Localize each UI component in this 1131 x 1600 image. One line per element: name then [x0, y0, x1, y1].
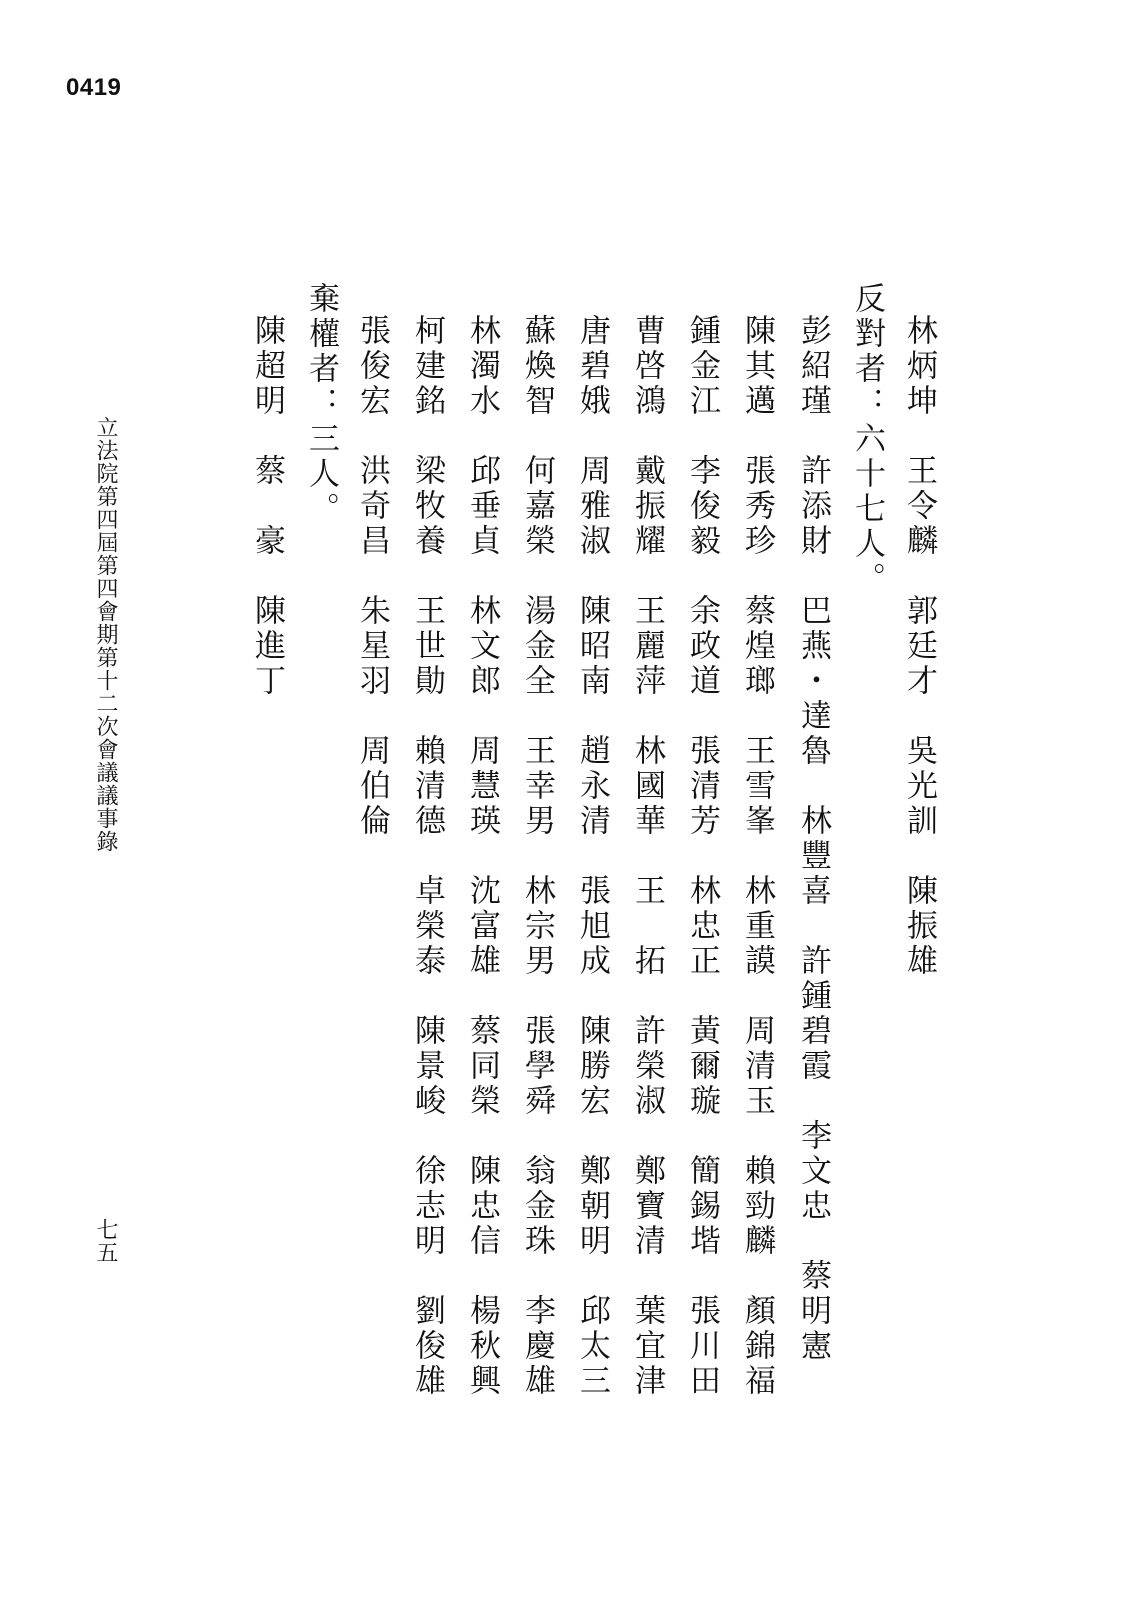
text-column: 林炳坤 王令麟 郭廷才 吳光訓 陳振雄: [901, 314, 937, 979]
text-column: 林濁水 邱垂貞 林文郎 周慧瑛 沈富雄 蔡同榮 陳忠信 楊秋興: [464, 314, 500, 1399]
text-column: 彭紹瑾 許添財 巴燕・達魯 林豐喜 許鍾碧霞 李文忠 蔡明憲: [795, 314, 831, 1364]
page-number: 0419: [66, 74, 122, 101]
text-column: 曹啓鴻 戴振耀 王麗萍 林國華 王 拓 許榮淑 鄭寶清 葉宜津: [629, 314, 665, 1399]
text-column: 張俊宏 洪奇昌 朱星羽 周伯倫: [354, 314, 390, 839]
text-column: 陳超明 蔡 豪 陳進丁: [249, 314, 285, 699]
text-column: 鍾金江 李俊毅 余政道 張清芳 林忠正 黃爾璇 簡錫堦 張川田: [684, 314, 720, 1399]
text-column: 棄權者：三人。: [303, 282, 339, 527]
text-column: 陳其邁 張秀珍 蔡煌瑯 王雪峯 林重謨 周清玉 賴勁麟 顏錦福: [739, 314, 775, 1399]
text-column: 蘇煥智 何嘉榮 湯金全 王幸男 林宗男 張學舜 翁金珠 李慶雄: [519, 314, 555, 1399]
text-column: 柯建銘 梁牧養 王世勛 賴清德 卓榮泰 陳景峻 徐志明 劉俊雄: [409, 314, 445, 1399]
text-column: 唐碧娥 周雅淑 陳昭南 趙永清 張旭成 陳勝宏 鄭朝明 邱太三: [574, 314, 610, 1399]
running-header: 立法院第四屆第四會期第十二次會議議事錄: [93, 416, 118, 853]
text-column: 反對者：六十七人。: [849, 282, 885, 597]
folio-number: 七五: [93, 1218, 118, 1264]
